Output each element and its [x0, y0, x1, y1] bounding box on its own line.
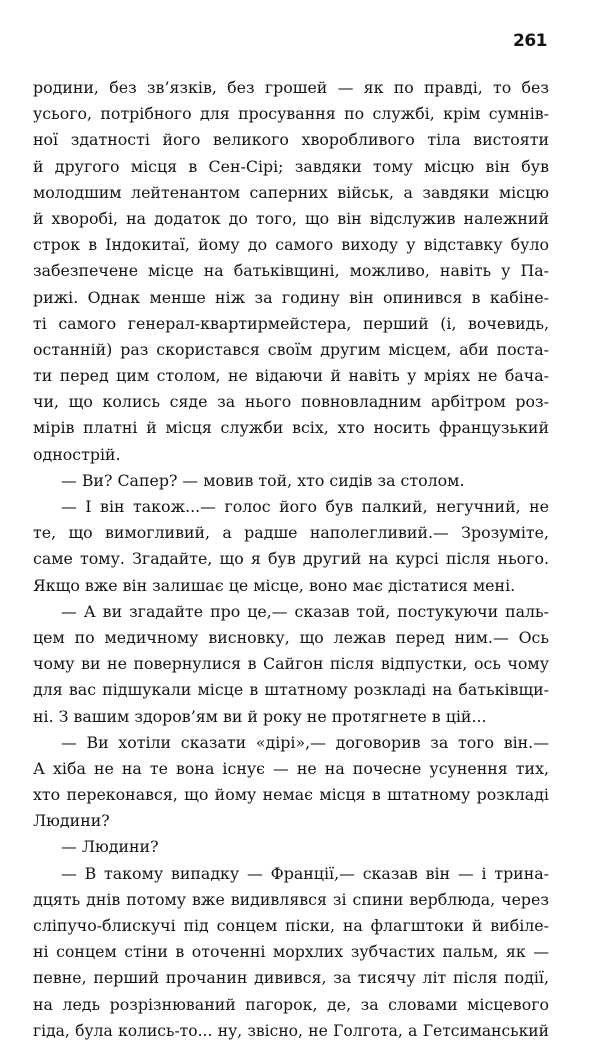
text-line: усього, потрібного для просування по службі, крім сумнів- — [33, 104, 549, 124]
text-line: дцять днів потому вже видивлявся зі спини верблюда, через — [33, 889, 549, 909]
text-line: чи, що колись сяде за нього повновладним арбітром роз- — [33, 392, 549, 412]
text-line: й хворобі, на додаток до того, що він відслужив належний — [33, 208, 549, 228]
text-line: те, що вимогливий, а радше наполегливий.— Зрозуміте, — [33, 523, 549, 543]
text-line: рижі. Однак менше ніж за годину він опинився в кабіне- — [33, 287, 549, 307]
text-line: сліпучо-блискучі під сонцем піски, на флагштоки й вибіле- — [33, 916, 549, 935]
text-line: ні сонцем стіни в оточенні морхлих зубчастих пальм, як — — [33, 942, 549, 962]
text-line: хто переконався, що йому немає місця в штатному розкладі — [33, 785, 549, 805]
text-line: — А ви згадайте про це,— сказав той, постукуючи паль- — [61, 601, 549, 621]
text-line: А хіба не на те вона існує — не на почесне усунення тих, — [33, 758, 549, 778]
body-text — [33, 75, 549, 1044]
text-line: строк в Індокитаї, йому до самого виходу у відставку було — [33, 235, 549, 255]
text-line: родини, без зв’язків, без грошей — як по правді, то без — [33, 78, 549, 97]
text-line: — В такому випадку — Франції,— сказав він — і трина- — [61, 863, 549, 883]
text-line: Якщо вже він залишає це місце, воно має дістатися мені. — [33, 575, 516, 595]
text-line: ти перед цим столом, не відаючи й навіть у мріях не бача- — [33, 366, 549, 386]
text-line: забезпечене місце на батьківщині, можливо, навіть у Па- — [33, 261, 549, 281]
text-line: ті самого генерал-квартирмейстера, перший (і, вочевидь, — [33, 313, 549, 333]
page-number: 261 — [513, 31, 547, 51]
text-line: цем по медичному висновку, що лежав перед ним.— Ось — [33, 627, 549, 647]
text-line: мірів платні й місця служби всіх, хто носить французький — [33, 418, 549, 438]
text-line: — І він також...— голос його був палкий, негучний, не — [61, 497, 549, 516]
text-line: чому ви не повернулися в Сайгон після відпустки, ось чому — [33, 654, 549, 674]
text-line: Людини? — [33, 811, 110, 831]
text-line: — Ви хотіли сказати «дірі»,— договорив за того він.— — [61, 732, 549, 752]
text-line: — Людини? — [61, 837, 159, 857]
text-line: певне, перший прочанин дивився, за тисячу літ після події, — [33, 968, 549, 988]
text-line: останній) раз скористався своїм другим місцем, аби поста- — [33, 339, 549, 359]
text-line: й другого місця в Сен-Сірі; завдяки тому місцю він був — [33, 156, 549, 176]
text-line: молодшим лейтенантом саперних військ, а завдяки місцю — [33, 182, 549, 202]
text-line: — Ви? Сапер? — мовив той, хто сидів за столом. — [61, 470, 465, 490]
text-line: ної здатності його великого хворобливого тіла вистояти — [33, 130, 549, 150]
text-line: саме тому. Згадайте, що я був другий на курсі після нього. — [33, 549, 549, 569]
text-line: ні. З вашим здоров’ям ви й року не протягнете в цій... — [33, 706, 487, 726]
text-line: для вас підшукали місце в штатному розкладі на батьківщи- — [33, 680, 549, 700]
text-line: на ледь розрізнюваний пагорок, де, за словами місцевого — [33, 994, 549, 1014]
text-line: гіда, була колись-то... ну, звісно, не Голгота, а Гетсиманський — [33, 1021, 549, 1040]
text-line: однострій. — [33, 444, 121, 464]
